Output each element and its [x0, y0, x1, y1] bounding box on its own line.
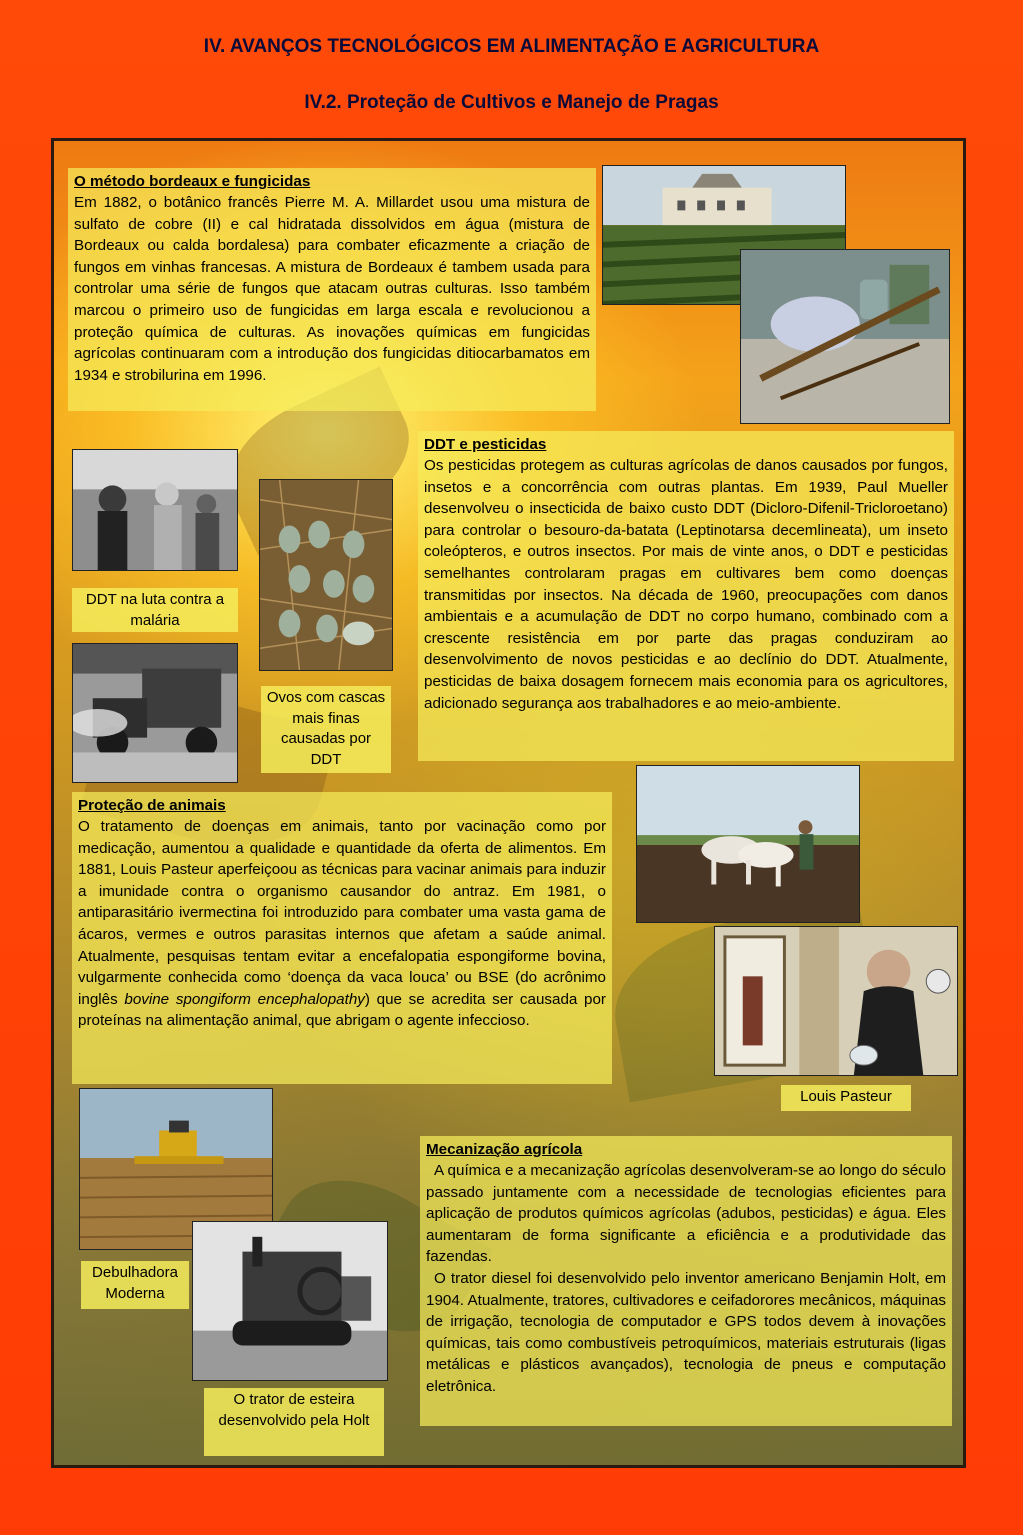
eggs-photo — [259, 479, 393, 671]
pasteur-painting — [714, 926, 958, 1076]
mechanization-section — [420, 1136, 952, 1426]
bordeaux-section — [68, 168, 596, 411]
ddt-heading: DDT e pesticidas — [424, 436, 547, 453]
animal-text-part: O tratamento de doenças em animais, tanto por vacinação como por medicação, aumentou a qualidade e quantidade da oferta de alimentos. Em 1881, Louis Pasteur aperfeiçoou as técnicas para vacinar animais para induzir a imunidade contra o organismo causandor do antraz. Em 1981, o antiparasitário ivermectina foi introduzido para combater uma vasta gama de ácaros, vermes e outros parasitas internos que afetam a saúde animal. Atualmente, pesquisas tentam evitar a encefalopatia espongiforme bovina, vulgarmente conhecida como ‘doença da vaca louca’ ou BSE (do acrônimo inglês — [78, 818, 606, 1008]
animal-text-part: ) que se acredita ser causada por proteínas na alimentação animal, que abrigam o agente infeccioso. — [78, 990, 606, 1030]
mechanization-text-1: A química e a mecanização agrícolas desenvolveram-se ao longo do século passado juntamente com a necessidade de tecnologias eficientes para aplicação de produtos químicos agrícolas (adubos, pesticidas) e água. Eles aumentaram de forma significante a eficiência e a produtividade das fazendas. — [426, 1162, 946, 1266]
ddt-malaria-photo — [72, 449, 238, 571]
pasteur-caption: Louis Pasteur — [781, 1085, 911, 1111]
ddt-section — [418, 431, 954, 761]
bordeaux-text: Em 1882, o botânico francês Pierre M. A. Millardet usou uma mistura de sulfato de cobre (II) e cal hidratada dissolvidos em água (mistura de Bordeaux ou calda bordalesa) para combater eficazmente a criação de fungos em vinhas francesas. A mistura de Bordeaux é tambem usada para controlar uma série de fungos que atacam outras culturas. Isso também marcou o primeiro uso de fungicidas em larga escala e revolucionou a proteção química de culturas. As inovações químicas em fungicidas agrícolas continuaram com a introdução dos fungicidas ditiocarbamatos em 1934 e strobilurina em 1996. — [74, 194, 590, 384]
ddt-text: Os pesticidas protegem as culturas agrícolas de danos causados por fungos, insetos e a concorrência com outras plantas. Em 1939, Paul Mueller desenvolveu o insecticida de baixo custo DDT (Dicloro-Difenil-Tricloroetano) para controlar o besouro-da-batata (Leptinotarsa decemlineata), um inseto coleópteros, e outros insectos. Por mais de vinte anos, o DDT e pesticidas semelhantes controlaram pragas em cultivares bem como doenças transmitidas por insectos. Na década de 1960, preocupações com danos ambientais e a acumulação de DDT no corpo humano, combinado com a crescente resistência em por parte das pragas conduziram ao desenvolvimento de novos pesticidas e ao declínio do DDT. Atualmente, pesticidas de baixa dosagem fornecem mais economia para os agricultores, adicionado segurança aos trabalhadores e ao meio-ambiente. — [424, 457, 948, 712]
ddt-truck-photo — [72, 643, 238, 783]
eggs-caption: Ovos com cascas mais finas causadas por DDT — [261, 686, 391, 773]
mechanization-heading: Mecanização agrícola — [426, 1141, 583, 1158]
ddt-malaria-caption: DDT na luta contra a malária — [72, 588, 238, 632]
holt-tractor-caption: O trator de esteira desenvolvido pela Holt — [204, 1388, 384, 1456]
sprayer-photo — [740, 249, 950, 424]
animal-protection-heading: Proteção de animais — [78, 797, 226, 814]
page-title: IV. AVANÇOS TECNOLÓGICOS EM ALIMENTAÇÃO E AGRICULTURA — [203, 36, 820, 57]
mechanization-text-2: O trator diesel foi desenvolvido pelo inventor americano Benjamin Holt, em 1904. Atualmente, tratores, cultivadores e ceifadorores mecânicos, máquinas de irrigação, tecnologia de computador e GPS todos devem à inovações químicas, tais como combustíveis petroquímicos, materiais estruturais (ligas metálicas e plásticos avançados), tecnologia de pneus e computação eletrônica. — [426, 1269, 946, 1395]
page-subtitle: IV.2. Proteção de Cultivos e Manejo de Pragas — [304, 92, 719, 113]
animal-protection-section — [72, 792, 612, 1084]
content-panel — [51, 138, 966, 1468]
holt-tractor-photo — [192, 1221, 388, 1381]
combine-caption: Debulhadora Moderna — [81, 1261, 189, 1309]
bordeaux-heading: O método bordeaux e fungicidas — [74, 173, 311, 190]
oxen-photo — [636, 765, 860, 923]
animal-text-italic: bovine spongiform encephalopathy — [124, 990, 365, 1008]
animal-protection-text — [78, 816, 606, 1032]
